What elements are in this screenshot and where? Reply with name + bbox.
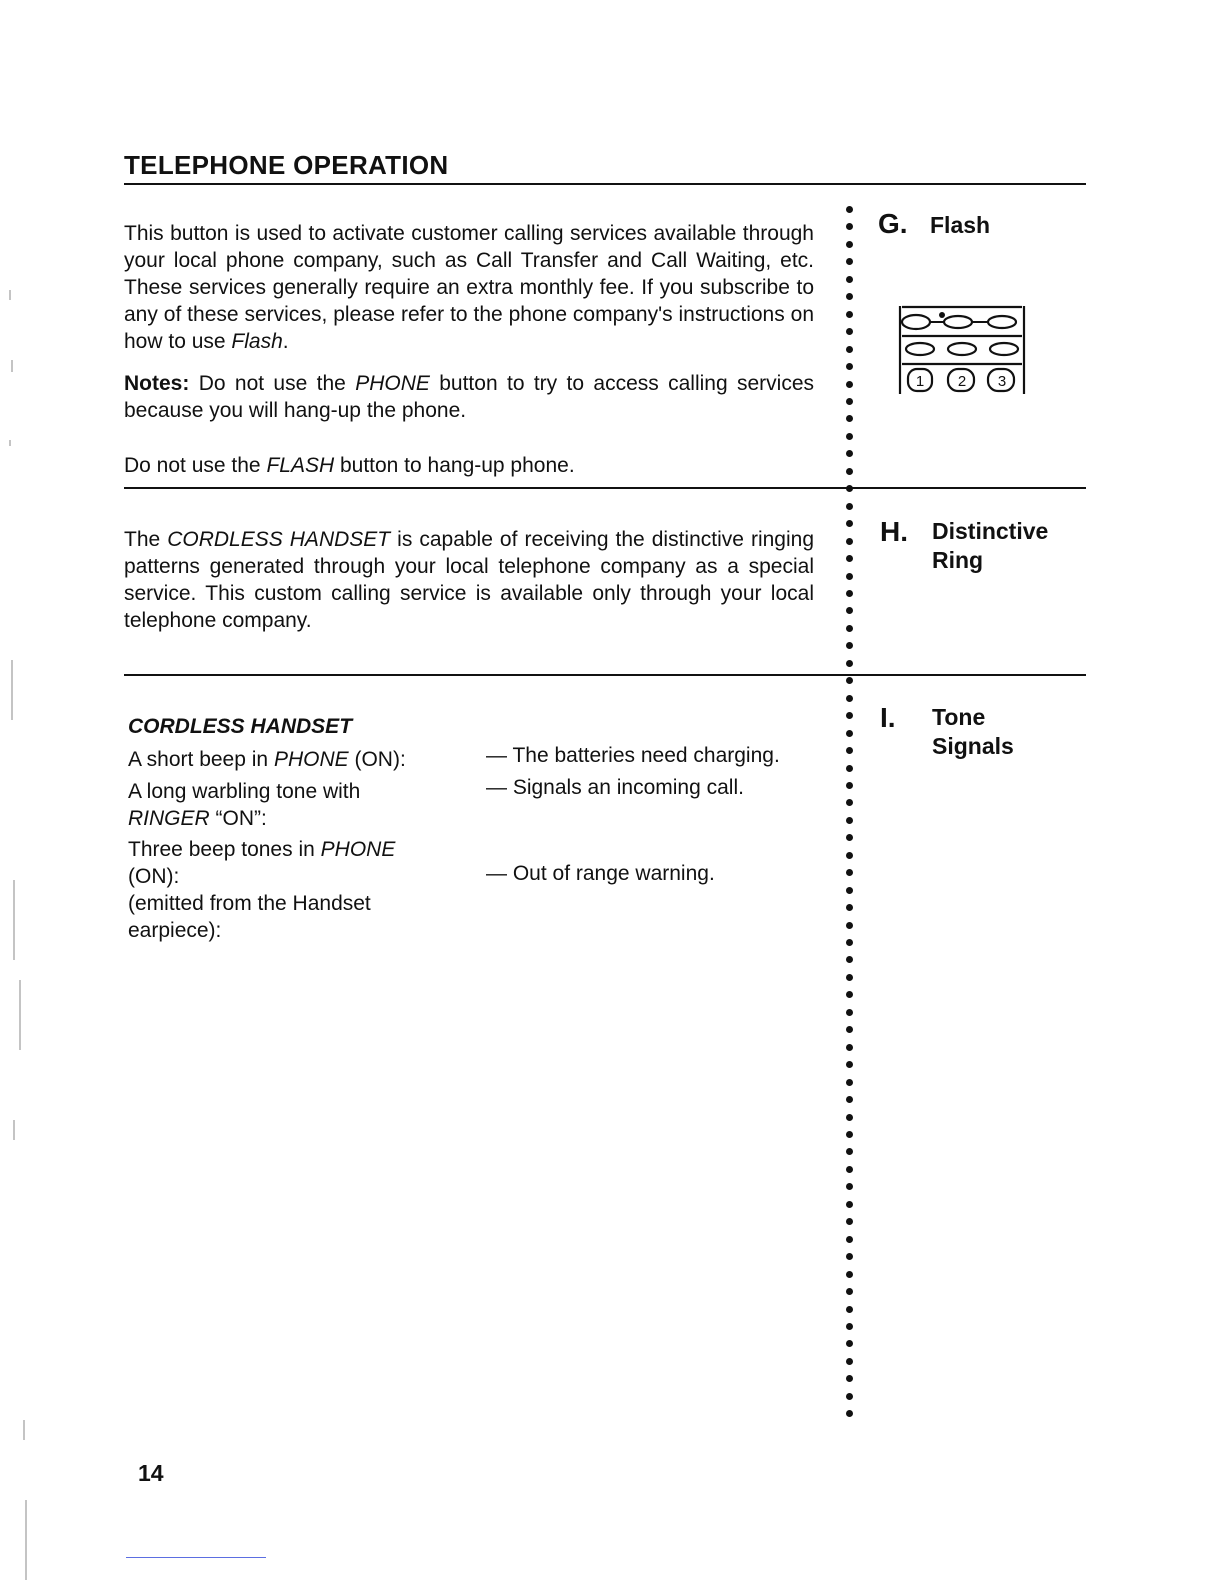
header-rule xyxy=(124,183,1086,185)
key-2-label: 2 xyxy=(957,373,967,390)
page-title: TELEPHONE OPERATION xyxy=(124,150,449,180)
tone-row-short-beep: A short beep in PHONE (ON): xyxy=(128,748,406,771)
scan-edge-marks xyxy=(0,0,40,1584)
dotted-separator xyxy=(843,206,855,1418)
tone-desc-out-of-range: — Out of range warning. xyxy=(486,862,715,885)
section-g-rule xyxy=(124,487,1086,489)
key-3-label: 3 xyxy=(997,373,1007,390)
handset-keypad-illustration xyxy=(898,304,1026,396)
page-number: 14 xyxy=(138,1460,164,1486)
distinctive-ring-description: The CORDLESS HANDSET is capable of receiving the distinctive ringing patterns generated through your local telephone company as a special service. This custom calling service is available only through your local telephone company. xyxy=(124,528,814,632)
flash-description: This button is used to activate customer calling services available through your local phone company, such as Call Transfer and Call Waiting, etc. These services generally require an extra monthly fee. If you subscribe to any of these services, please refer to the phone company's instructions on how to use Flash. xyxy=(124,222,814,353)
tone-row-three-beeps: Three beep tones in PHONE (ON): (emitted from the Handset earpiece): xyxy=(128,838,396,942)
tone-row-long-warbling: A long warbling tone with RINGER “ON”: xyxy=(128,780,361,830)
tone-desc-incoming-call: — Signals an incoming call. xyxy=(486,776,744,799)
section-title-tone-signals: Tone Signals xyxy=(932,704,1014,759)
footer-rule xyxy=(126,1557,266,1558)
section-letter-h: H. xyxy=(880,516,908,547)
section-letter-g: G. xyxy=(878,208,908,239)
section-title-flash: Flash xyxy=(930,212,991,238)
tone-signals-subheading: CORDLESS HANDSET xyxy=(128,715,353,738)
section-letter-i: I. xyxy=(880,702,896,733)
section-h-rule xyxy=(124,674,1086,676)
flash-notes: Notes: Do not use the PHONE button to try to access calling services because you will hang-up the phone. xyxy=(124,372,815,422)
tone-desc-batteries: — The batteries need charging. xyxy=(486,744,780,767)
flash-notes-hangup: Do not use the FLASH button to hang-up phone. xyxy=(124,454,575,477)
section-title-distinctive-ring: Distinctive Ring xyxy=(932,518,1049,573)
key-1-label: 1 xyxy=(915,373,925,390)
